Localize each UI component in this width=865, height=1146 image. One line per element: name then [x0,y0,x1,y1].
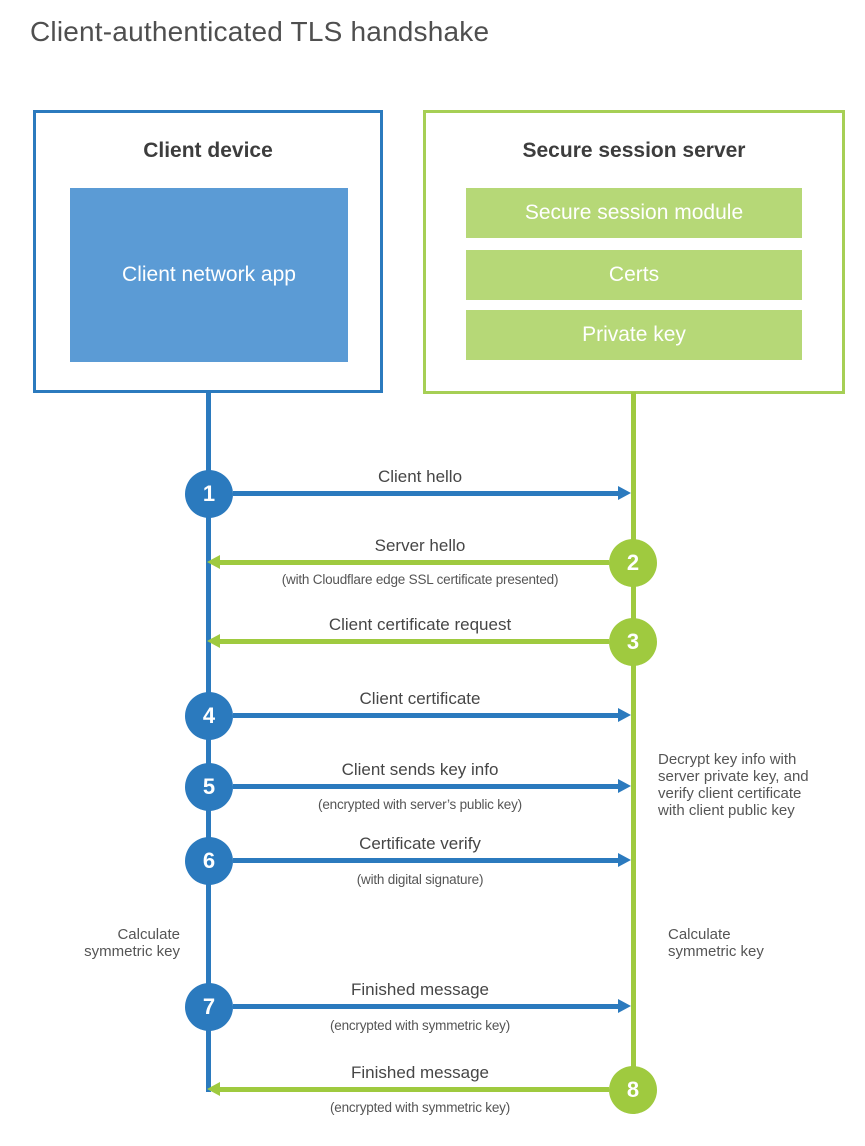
step-1-label: Client hello [377,467,463,486]
server-decrypt-note: Decrypt key info with server private key, and verify client certificate with client public key [658,751,809,819]
step-7-badge: 7 [185,983,233,1031]
client-calculate-symmetric-key-note: Calculate symmetric key [84,926,180,960]
step-1-badge: 1 [185,470,233,518]
step-2-label: Server hello [374,536,466,555]
step-8-badge: 8 [609,1066,657,1114]
step-3-label: Client certificate request [328,615,512,634]
step-6-arrow-right [233,858,619,863]
step-8-sublabel: (encrypted with symmetric key) [329,1100,511,1115]
step-2-badge: 2 [609,539,657,587]
client-network-app-box [70,188,348,362]
step-8-arrow-left [219,1087,609,1092]
step-1-arrow-right [233,491,619,496]
step-2-sublabel: (with Cloudflare edge SSL certificate presented) [281,572,559,587]
step-8-label: Finished message [351,1063,489,1082]
step-5-badge: 5 [185,763,233,811]
step-7-sublabel: (encrypted with symmetric key) [329,1018,511,1033]
step-6-label: Certificate verify [359,834,481,853]
step-7-label: Finished message [351,980,489,999]
server-calculate-symmetric-key-note: Calculate symmetric key [668,926,764,960]
step-7-arrow-right [233,1004,619,1009]
server-lifeline [631,392,636,1092]
step-6-badge: 6 [185,837,233,885]
step-3-badge: 3 [609,618,657,666]
client-device-heading: Client device [143,139,273,162]
secure-session-server-heading: Secure session server [522,139,746,162]
step-4-badge: 4 [185,692,233,740]
step-2-arrow-left [219,560,609,565]
step-6-sublabel: (with digital signature) [356,872,484,887]
secure-session-module-bar: Secure session module [466,188,802,238]
step-5-arrow-right [233,784,619,789]
private-key-bar: Private key [466,310,802,360]
page-title: Client-authenticated TLS handshake [30,16,490,47]
client-network-app-label: Client network app [122,263,296,287]
step-3-arrow-left [219,639,609,644]
step-5-label: Client sends key info [341,760,499,779]
certs-bar: Certs [466,250,802,300]
step-4-label: Client certificate [359,689,481,708]
step-4-arrow-right [233,713,619,718]
step-5-sublabel: (encrypted with server’s public key) [318,797,522,812]
